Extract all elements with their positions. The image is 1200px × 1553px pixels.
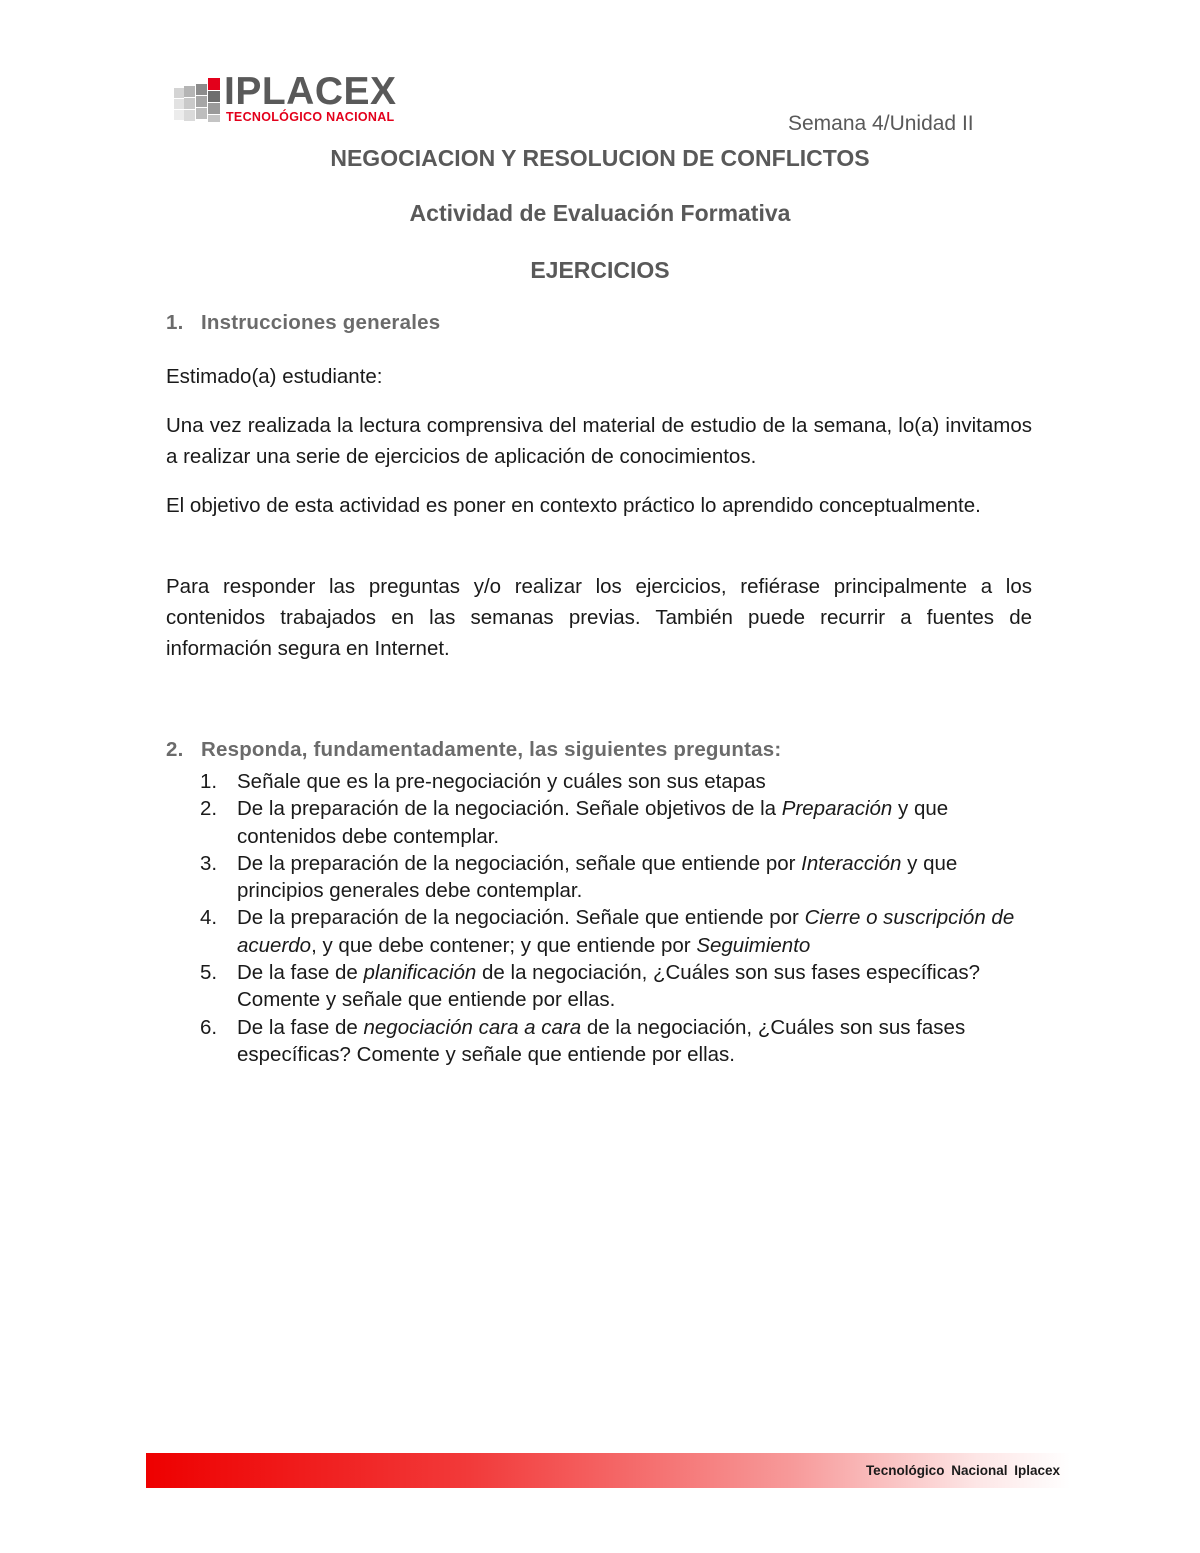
week-unit-label: Semana 4/Unidad II: [788, 112, 974, 135]
iplacex-logo: [174, 70, 399, 128]
section-2-heading-text: Responda, fundamentadamente, las siguientes preguntas:: [201, 738, 782, 761]
question-number: 2.: [200, 797, 218, 821]
footer-text: Tecnológico Nacional Iplacex: [865, 1463, 1060, 1478]
question-text: de la negociación, ¿Cuáles son sus fases específicas? Comente y señale que entiende por ellas.: [237, 1015, 966, 1066]
question-text: y que principios generales debe contemplar.: [237, 851, 958, 903]
question-emphasis: negociación cara a cara: [363, 1015, 582, 1039]
question-text: De la preparación de la negociación. Señale que entiende por: [237, 906, 805, 930]
question-text: De la fase de: [237, 961, 364, 985]
question-text: De la preparación de la negociación. Señale objetivos de la: [237, 797, 782, 821]
paragraph-3: Para responder las preguntas y/o realizar los ejercicios, refiérase principalmente a los contenidos trabajados en las semanas previas. También puede recurrir a fuentes de información segura en Internet.: [166, 575, 1032, 660]
paragraph-1: Una vez realizada la lectura comprensiva del material de estudio de la semana, lo(a) invitamos a realizar una serie de ejercicios de aplicación de conocimientos.: [166, 414, 1032, 468]
list-item: [200, 768, 1040, 795]
question-text: De la preparación de la negociación, señale que entiende por: [237, 851, 802, 875]
question-emphasis: planificación: [363, 961, 477, 985]
section-title: EJERCICIOS: [530, 257, 670, 283]
question-text: Señale que es la pre-negociación y cuáles son sus etapas: [237, 770, 766, 793]
section-1-number: 1.: [166, 311, 184, 334]
question-emphasis: Cierre o suscripción de acuerdo: [237, 906, 1015, 957]
logo-tagline: TECNOLÓGICO NACIONAL: [226, 110, 395, 124]
question-text: , y que debe contener; y que entiende por: [311, 933, 697, 957]
list-item: [200, 1014, 1040, 1069]
course-title: NEGOCIACION Y RESOLUCION DE CONFLICTOS: [330, 145, 870, 171]
question-number: 6.: [200, 1015, 218, 1039]
logo-wordmark: IPLACEX: [224, 70, 397, 113]
question-text: y que contenidos debe contemplar.: [237, 797, 949, 848]
list-item: [200, 850, 1040, 905]
question-number: 3.: [200, 851, 218, 875]
activity-title: Actividad de Evaluación Formativa: [409, 200, 791, 226]
question-text: De la fase de: [237, 1015, 364, 1039]
question-emphasis: Preparación: [781, 797, 893, 821]
question-emphasis: Interacción: [801, 851, 902, 875]
question-emphasis: Seguimiento: [696, 933, 811, 957]
question-number: 4.: [200, 906, 218, 930]
list-item: [200, 904, 1040, 959]
greeting: Estimado(a) estudiante:: [166, 365, 383, 388]
section-2-number: 2.: [166, 738, 184, 761]
section-1-heading-text: Instrucciones generales: [201, 311, 441, 334]
logo-mosaic-icon: [174, 76, 224, 124]
section-1-heading: [166, 310, 440, 336]
question-text: de la negociación, ¿Cuáles son sus fases específicas? Comente y señale que entiende por ellas.: [237, 961, 980, 1012]
paragraph-2: El objetivo de esta actividad es poner en contexto práctico lo aprendido conceptualmente.: [166, 494, 981, 517]
question-number: 1.: [200, 770, 218, 793]
list-item: [200, 795, 1040, 850]
list-item: [200, 959, 1040, 1014]
questions-list: [200, 768, 1040, 1068]
section-2-heading: [166, 737, 781, 763]
question-number: 5.: [200, 961, 218, 985]
